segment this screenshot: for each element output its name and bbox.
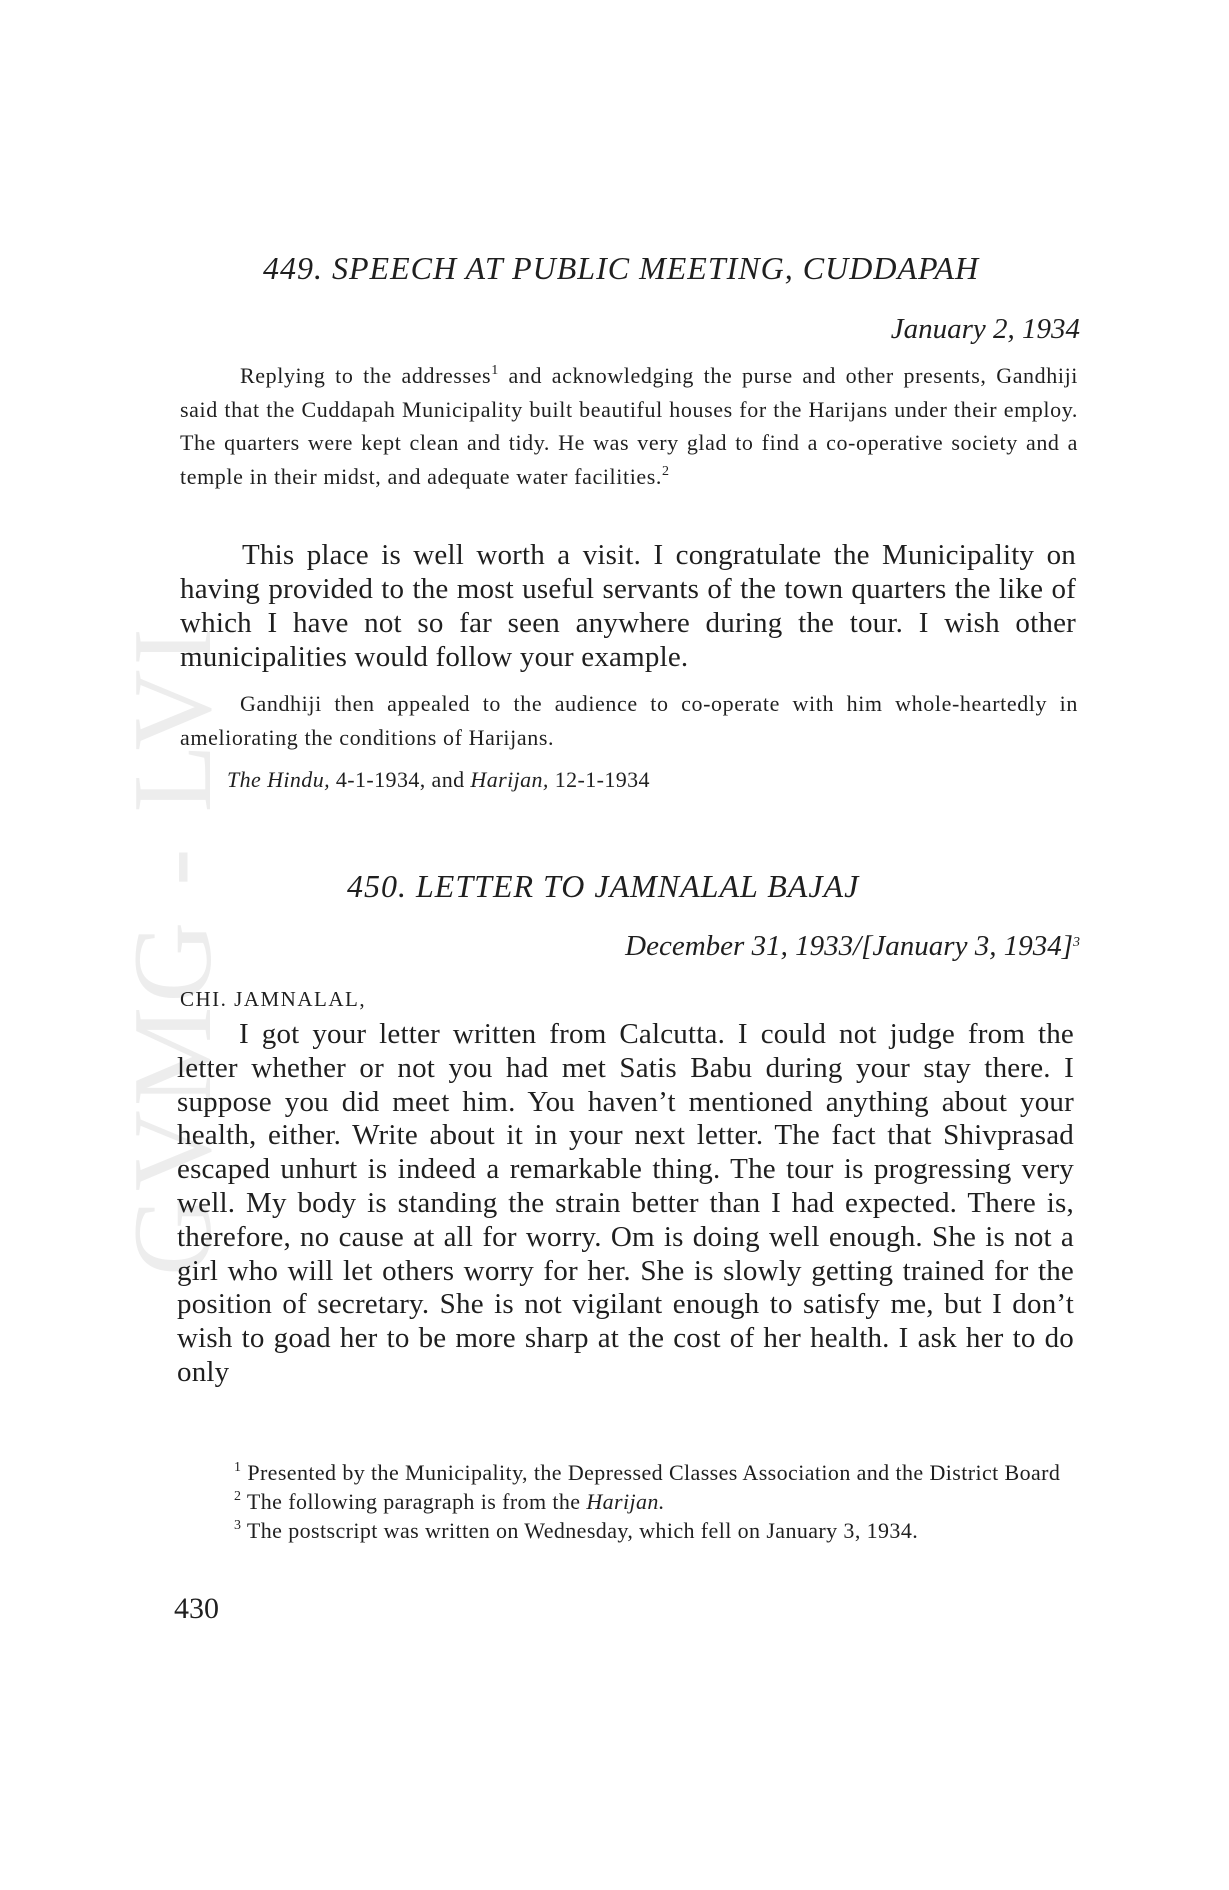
intro-paragraph: Replying to the addresses$^1$ and acknowledging the purse and other presents, Gandhiji said that the Cuddapah Municipality built beautiful houses for the Harijans under their employ. The quarters were kept clean and tidy. He was very glad to find a co-operative society and a temple in their midst, and adequate water facilities.$^2$	[180, 363, 1078, 489]
closing-paragraph: Gandhiji then appealed to the audience to co-operate with him whole-heartedly in ameliorating the conditions of Harijans.	[180, 691, 1078, 750]
footnote-ref-1: 1	[491, 363, 499, 378]
watermark: GVMG - LVI	[111, 624, 235, 1276]
heading-449: 449. SPEECH AT PUBLIC MEETING, CUDDAPAH	[263, 250, 980, 286]
date-450: December 31, 1933/[January 3, 1934]$^3$	[625, 930, 1080, 962]
date-449: January 2, 1934	[890, 313, 1080, 345]
footnote-2: $^2$ The following paragraph is from the Harijan.	[234, 1489, 665, 1514]
footnote-ref-3: 3	[1073, 935, 1080, 950]
page-number: 430	[174, 1592, 219, 1625]
heading-450: 450. LETTER TO JAMNALAL BAJAJ	[347, 868, 860, 904]
source-citation: The Hindu, 4-1-1934, and Harijan, 12-1-1934	[227, 767, 650, 792]
footnote-3: $^3$ The postscript was written on Wednesday, which fell on January 3, 1934.	[234, 1518, 919, 1543]
letter-body: I got your letter written from Calcutta. I could not judge from the letter whether or not you had met Satis Babu during your stay there. I suppose you did meet him. You haven’t mentioned anything about your health, either. Write about it in your next letter. The fact that Shivprasad escaped unhurt is indeed a remarkable thing. The tour is progressing very well. My body is standing the strain better than I had expected. There is, therefore, no cause at all for worry. Om is doing well enough. She is not a girl who will let others worry for her. She is slowly getting trained for the position of secretary. She is not vigilant enough to satisfy me, but I don’t wish to goad her to be more sharp at the cost of her health. I ask her to do only	[177, 1018, 1074, 1388]
footnotes	[174, 1458, 1069, 1545]
speech-paragraph: This place is well worth a visit. I congratulate the Municipality on having provided to the most useful servants of the town quarters the like of which I have not so far seen anywhere during the tour. I wish other municipalities would follow your example.	[180, 539, 1076, 673]
footnote-ref-2: 2	[662, 463, 670, 479]
salutation: CHI. JAMNALAL,	[180, 987, 367, 1011]
footnote-1: $^1$ Presented by the Municipality, the Depressed Classes Association and the District Board	[234, 1460, 1061, 1485]
